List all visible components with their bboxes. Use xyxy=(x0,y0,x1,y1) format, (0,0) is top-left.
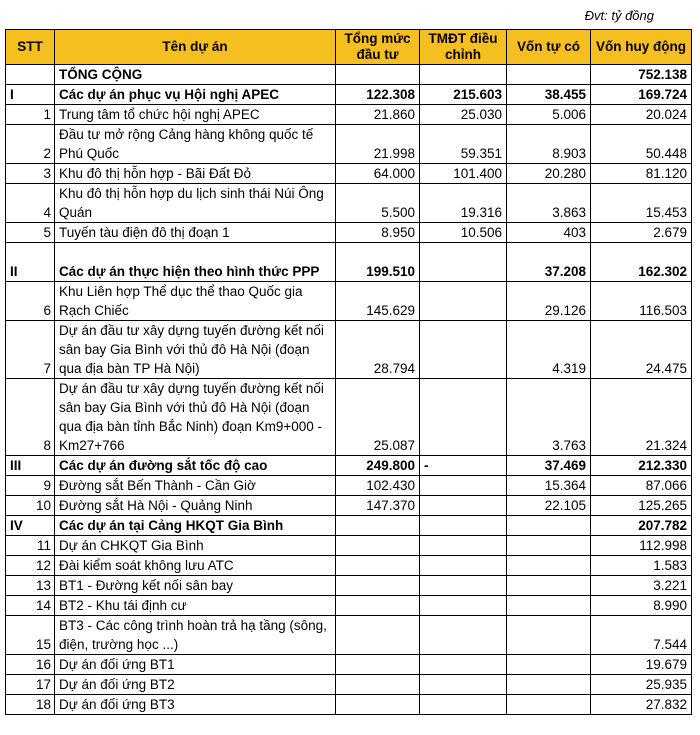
table-row xyxy=(6,184,692,223)
cell-adjusted xyxy=(420,536,507,556)
table-row xyxy=(6,556,692,576)
cell-adjusted xyxy=(420,496,507,516)
cell-stt: IV xyxy=(6,516,55,536)
cell-mobilized: 116.503 xyxy=(591,282,692,321)
cell-total: 64.000 xyxy=(336,164,420,184)
cell-equity: 4.319 xyxy=(507,321,591,379)
table-row xyxy=(6,655,692,675)
cell-name: Dự án đối ứng BT1 xyxy=(55,655,336,675)
cell-name: Trung tâm tổ chức hội nghị APEC xyxy=(55,105,336,125)
cell-total xyxy=(336,675,420,695)
cell-stt: 16 xyxy=(6,655,55,675)
cell-stt: 17 xyxy=(6,675,55,695)
cell-mobilized: 24.475 xyxy=(591,321,692,379)
cell-total: 8.950 xyxy=(336,223,420,243)
cell-name: BT2 - Khu tái định cư xyxy=(55,596,336,616)
cell-equity xyxy=(507,616,591,655)
cell-equity: 3.863 xyxy=(507,184,591,223)
cell-mobilized: 212.330 xyxy=(591,456,692,476)
cell-stt: 4 xyxy=(6,184,55,223)
cell-name: Khu đô thị hỗn hợp du lịch sinh thái Núi Ông Quán xyxy=(55,184,336,223)
cell-equity: 5.006 xyxy=(507,105,591,125)
cell-equity xyxy=(507,596,591,616)
cell-total xyxy=(336,695,420,715)
cell-total: 147.370 xyxy=(336,496,420,516)
group-row xyxy=(6,85,692,105)
cell-total: 249.800 xyxy=(336,456,420,476)
cell-adjusted xyxy=(420,65,507,85)
cell-total: 102.430 xyxy=(336,476,420,496)
cell-stt: I xyxy=(6,85,55,105)
table-row xyxy=(6,695,692,715)
header-adjusted: TMĐT điều chỉnh xyxy=(420,30,507,65)
header-row xyxy=(6,30,692,65)
cell-equity: 29.126 xyxy=(507,282,591,321)
cell-mobilized: 87.066 xyxy=(591,476,692,496)
table-row xyxy=(6,496,692,516)
cell-equity: 3.763 xyxy=(507,379,591,456)
cell-adjusted xyxy=(420,282,507,321)
cell-equity xyxy=(507,516,591,536)
cell-mobilized: 20.024 xyxy=(591,105,692,125)
cell-name: Dự án đối ứng BT2 xyxy=(55,675,336,695)
cell-stt: 5 xyxy=(6,223,55,243)
table-row xyxy=(6,476,692,496)
cell-total xyxy=(336,655,420,675)
unit-note: Đvt: tỷ đồng xyxy=(584,8,654,23)
cell-mobilized: 162.302 xyxy=(591,243,692,282)
header-mobilized: Vốn huy động xyxy=(591,30,692,65)
cell-name: Tuyến tàu điện đô thị đoạn 1 xyxy=(55,223,336,243)
cell-stt: 1 xyxy=(6,105,55,125)
cell-mobilized: 8.990 xyxy=(591,596,692,616)
cell-adjusted xyxy=(420,576,507,596)
cell-mobilized: 2.679 xyxy=(591,223,692,243)
cell-adjusted xyxy=(420,476,507,496)
cell-mobilized: 1.583 xyxy=(591,556,692,576)
table-row xyxy=(6,105,692,125)
cell-mobilized: 752.138 xyxy=(591,65,692,85)
cell-mobilized: 112.998 xyxy=(591,536,692,556)
cell-equity: 15.364 xyxy=(507,476,591,496)
cell-total: 199.510 xyxy=(336,243,420,282)
cell-adjusted: 215.603 xyxy=(420,85,507,105)
cell-equity: 37.469 xyxy=(507,456,591,476)
cell-stt: III xyxy=(6,456,55,476)
group-row xyxy=(6,516,692,536)
cell-name: Đường sắt Hà Nội - Quảng Ninh xyxy=(55,496,336,516)
cell-equity: 8.903 xyxy=(507,125,591,164)
cell-total: 25.087 xyxy=(336,379,420,456)
cell-name: Dự án đầu tư xây dựng tuyến đường kết nối sân bay Gia Bình với thủ đô Hà Nội (đoạn qua địa bàn tỉnh Bắc Ninh) đoạn Km9+000 - Km27+766 xyxy=(55,379,336,456)
cell-equity xyxy=(507,556,591,576)
cell-mobilized: 7.544 xyxy=(591,616,692,655)
cell-total xyxy=(336,516,420,536)
cell-name: TỔNG CỘNG xyxy=(55,65,336,85)
cell-adjusted xyxy=(420,675,507,695)
group-row xyxy=(6,65,692,85)
cell-adjusted: - xyxy=(420,456,507,476)
table-row xyxy=(6,675,692,695)
cell-mobilized: 81.120 xyxy=(591,164,692,184)
cell-adjusted: 19.316 xyxy=(420,184,507,223)
cell-total xyxy=(336,576,420,596)
cell-mobilized: 207.782 xyxy=(591,516,692,536)
cell-stt: 7 xyxy=(6,321,55,379)
cell-mobilized: 15.453 xyxy=(591,184,692,223)
cell-adjusted: 10.506 xyxy=(420,223,507,243)
table-row xyxy=(6,125,692,164)
cell-name: BT1 - Đường kết nối sân bay xyxy=(55,576,336,596)
cell-name: Khu Liên hợp Thể dục thể thao Quốc gia Rạch Chiếc xyxy=(55,282,336,321)
cell-equity: 22.105 xyxy=(507,496,591,516)
cell-equity xyxy=(507,536,591,556)
header-equity: Vốn tự có xyxy=(507,30,591,65)
cell-mobilized: 21.324 xyxy=(591,379,692,456)
cell-adjusted: 59.351 xyxy=(420,125,507,164)
table-row xyxy=(6,164,692,184)
cell-stt xyxy=(6,65,55,85)
cell-adjusted xyxy=(420,379,507,456)
cell-adjusted xyxy=(420,695,507,715)
cell-total: 145.629 xyxy=(336,282,420,321)
cell-name: Các dự án đường sắt tốc độ cao xyxy=(55,456,336,476)
cell-stt: 8 xyxy=(6,379,55,456)
cell-total: 21.998 xyxy=(336,125,420,164)
cell-adjusted xyxy=(420,243,507,282)
cell-equity: 403 xyxy=(507,223,591,243)
cell-adjusted xyxy=(420,321,507,379)
cell-adjusted xyxy=(420,516,507,536)
cell-name: Đầu tư mở rộng Cảng hàng không quốc tế Phú Quốc xyxy=(55,125,336,164)
group-row xyxy=(6,456,692,476)
table-row xyxy=(6,223,692,243)
cell-adjusted xyxy=(420,596,507,616)
cell-mobilized: 3.221 xyxy=(591,576,692,596)
group-row xyxy=(6,243,692,282)
header-name: Tên dự án xyxy=(55,30,336,65)
cell-stt: 13 xyxy=(6,576,55,596)
cell-name: Các dự án thực hiện theo hình thức PPP xyxy=(55,243,336,282)
cell-total: 28.794 xyxy=(336,321,420,379)
cell-stt: 14 xyxy=(6,596,55,616)
table-row xyxy=(6,379,692,456)
cell-mobilized: 169.724 xyxy=(591,85,692,105)
table-row xyxy=(6,616,692,655)
cell-equity xyxy=(507,695,591,715)
cell-adjusted: 25.030 xyxy=(420,105,507,125)
cell-name: Dự án đối ứng BT3 xyxy=(55,695,336,715)
cell-adjusted: 101.400 xyxy=(420,164,507,184)
cell-equity: 38.455 xyxy=(507,85,591,105)
table-row xyxy=(6,576,692,596)
cell-name: BT3 - Các công trình hoàn trả hạ tầng (sông, điện, trường học ...) xyxy=(55,616,336,655)
table-row xyxy=(6,321,692,379)
cell-mobilized: 19.679 xyxy=(591,655,692,675)
cell-total xyxy=(336,616,420,655)
cell-name: Dự án CHKQT Gia Bình xyxy=(55,536,336,556)
cell-equity xyxy=(507,576,591,596)
header-total: Tổng mức đầu tư xyxy=(336,30,420,65)
cell-name: Đài kiểm soát không lưu ATC xyxy=(55,556,336,576)
cell-stt: 12 xyxy=(6,556,55,576)
cell-mobilized: 27.832 xyxy=(591,695,692,715)
cell-mobilized: 50.448 xyxy=(591,125,692,164)
table-row xyxy=(6,282,692,321)
cell-stt: 3 xyxy=(6,164,55,184)
cell-equity xyxy=(507,65,591,85)
cell-stt: 11 xyxy=(6,536,55,556)
cell-equity: 20.280 xyxy=(507,164,591,184)
cell-stt: 6 xyxy=(6,282,55,321)
cell-name: Các dự án tại Cảng HKQT Gia Bình xyxy=(55,516,336,536)
cell-stt: 9 xyxy=(6,476,55,496)
cell-mobilized: 125.265 xyxy=(591,496,692,516)
cell-adjusted xyxy=(420,556,507,576)
header-stt: STT xyxy=(6,30,55,65)
table-row xyxy=(6,596,692,616)
cell-total xyxy=(336,536,420,556)
cell-adjusted xyxy=(420,655,507,675)
cell-total xyxy=(336,65,420,85)
cell-name: Khu đô thị hỗn hợp - Bãi Đất Đỏ xyxy=(55,164,336,184)
cell-stt: 18 xyxy=(6,695,55,715)
cell-name: Đường sắt Bến Thành - Cần Giờ xyxy=(55,476,336,496)
table-row xyxy=(6,536,692,556)
cell-mobilized: 25.935 xyxy=(591,675,692,695)
cell-total: 122.308 xyxy=(336,85,420,105)
cell-stt: 2 xyxy=(6,125,55,164)
cell-name: Dự án đầu tư xây dựng tuyến đường kết nối sân bay Gia Bình với thủ đô Hà Nội (đoạn qua địa bàn TP Hà Nội) xyxy=(55,321,336,379)
cell-total xyxy=(336,596,420,616)
cell-total: 5.500 xyxy=(336,184,420,223)
cell-stt: 10 xyxy=(6,496,55,516)
cell-stt: II xyxy=(6,243,55,282)
cell-equity: 37.208 xyxy=(507,243,591,282)
cell-total xyxy=(336,556,420,576)
cell-stt: 15 xyxy=(6,616,55,655)
cell-total: 21.860 xyxy=(336,105,420,125)
cell-adjusted xyxy=(420,616,507,655)
cell-name: Các dự án phục vụ Hội nghị APEC xyxy=(55,85,336,105)
cell-equity xyxy=(507,675,591,695)
investment-table xyxy=(5,29,692,715)
cell-equity xyxy=(507,655,591,675)
